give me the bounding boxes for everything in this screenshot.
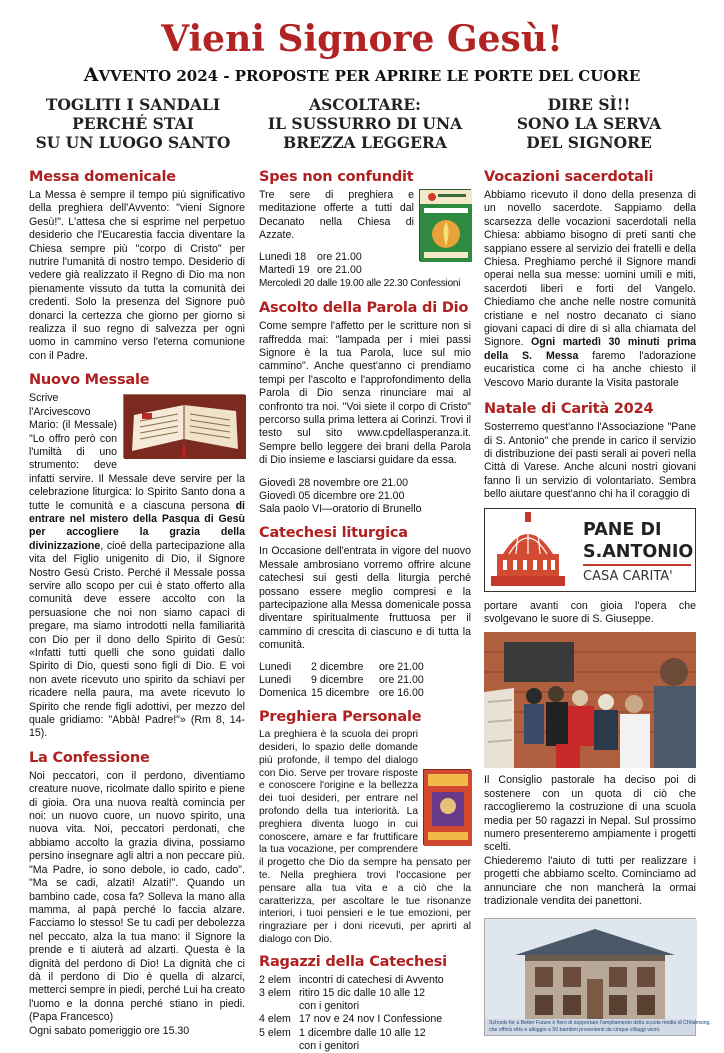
ascolto-schedule: Giovedì 28 novembre ore 21.00 Giovedì 05 dicembre ore 21.00 Sala paolo VI—oratorio di Brunello [259,476,422,516]
section-title-ragazzi: Ragazzi della Catechesi [259,953,447,970]
section-title-spes: Spes non confundit [259,169,414,185]
catechesi-row: Lunedì 2 dicembre ore 21.00 [259,660,424,673]
subtitle-initial: A [83,64,99,86]
catechesi-row: Lunedì 9 dicembre ore 21.00 [259,673,424,686]
ragazzi-row: 2 elem incontri di catechesi di Avvento [259,973,444,986]
preghiera-text: La preghiera è la scuola dei propri desideri, lo spazio delle domande più profonde, il tempo del dialogo con Dio. Serve per trovare risposte e conoscere l'origine e la bellezza dei tuoi desideri, per entrare nel profondo della tua interiorità. La preghiera diventa luogo in cui conoscere, amare e far fruttificare la tua vocazione, per comprendere il progetto che Dio da sempre ha pensato per te. Nella preghiera trovi l'occasione per pensare alla tua vita e a ciò che la caratterizza, per ascoltare le tue risonanze interiori, i tuoi pensieri e le tue emozioni, per ringraziare per i doni ricevuti, per aprirti al dialogo con Dio. [259,729,471,945]
spes-row: Mercoledì 20 dalle 19.00 alle 22.30 Confessioni [259,278,461,290]
section-title-ascolto: Ascolto della Parola di Dio [259,300,469,317]
basilica-logo-icon [487,510,569,590]
messa-text: La Messa è sempre il tempo più significativo della preghiera dell'Avvento: "vieni Signore Gesù!". L'attesa che si esprime nel perpetuo desiderio che l'Eucarestia faccia diventare la Chiesa sempre più "corpo di Cristo" per nutrire l'umanità di nostro tempo. Desiderio di vedere già realizzato il Regno di Dio ma non pienamente vissuto da tutta la comunità dei credenti. Solo la presenza del Signore può donarci la certezza che giorno per giorno si realizza il suo regno di salvezza per ogni uomo in cammino verso l'eterna comunione con il Padre. [29,189,245,362]
ascolto-text: Come sempre l'affetto per le scritture non si raffredda mai: "lampada per i miei passi Signore è la tua Parola, luce sul mio cammino". Anche quest'anno ci prendiamo tempi per l'ascolto e l'approfondimento della Parola di Dio senza rinunciare mai al confronto tra noi. "Voi siete il corpo di Cristo" percorso sulla prima lettera ai Corinzi. Trovi il testo sul sito www.cpdellasperanza.it. Sempre bello leggere dei brani della Parola di Dio insieme e lasciarsi guidare da essa. [259,320,471,467]
pane-santonio-logo [484,508,696,592]
section-title-confessione: La Confessione [29,749,150,766]
natale-text: Sosterremo quest'anno l'Associazione "Pane di S. Antonio" che prende in carico il servizio di distribuzione dei pasti serali ai poveri nella Città di Varese. Anche alcuni nostri giovani fanno lì un servizio di volontariato. Sembra bello aiutare quest'anno chi ha il coraggio di [484,421,696,501]
spes-text: Tre sere di preghiera e meditazione offerte a tutti dal Decanato nella Chiesa di Azzate. [259,189,471,243]
ragazzi-row: 4 elem 17 nov e 24 nov I Confessione [259,1013,443,1026]
catechesi-schedule [259,661,471,701]
section-title-messale: Nuovo Messale [29,372,150,389]
column-heading-2: ASCOLTARE: IL SUSSURRO DI UNA BREZZA LEGGERA [267,95,463,152]
ragazzi-row: 3 elem ritiro 15 dic dalle 10 alle 12 [259,986,426,999]
spes-row: Lunedì 18 ore 21.00 [259,250,362,263]
column-left [29,162,245,1038]
section-title-catechesi: Catechesi liturgica [259,525,408,542]
column-middle [259,162,471,1053]
catechesi-text: In Occasione dell'entrata in vigore del nuovo Messale ambrosiano vorremo offrire alcune catechesi sui gesti della liturgia perché possano essere meglio compresi e la partecipazione alla Messa domenicale possa diventare spiritualmente fruttuosa per il cammino di crescita di ciascuno e di tutta la comunità. [259,545,471,652]
messale-text: Scrive l'Arcivescovo Mario: (il Messale) "Lo offro però con l'umiltà di uno strumento: deve infatti servire. Il Messale deve servire per la celebrazione liturgica: lo Spirito Santo dona a tutte le comunità e a ciascuna persona di entrare nel mistero della Pasqua di Gesù per accogliere la grazia della divinizzazione, cioè della partecipazione alla vita del Figlio unigenito di Dio, il Signore Nostro Gesù Cristo. Perché il Messale possa servire allo scopo per cui è stato offerto alla comunità deve essere accolto con la persuasione che noi non siamo capaci di pregare, ma siamo introdotti nella familiarità con Dio per il dono dello Spirito di Gesù: «Infatti tutti quelli che sono guidati dallo Spirito di Dio, questi sono figli di Dio. E voi non avete ricevuto uno spirito da schiavi per ricadere nella paura, ma avete ricevuto lo Spirito che rende figli adottivi, per mezzo del quale gridiamo: "Abbà! Padre!"» (Rm 8, 14-15). [29,392,245,740]
spes-row: Martedì 19 ore 21.00 [259,263,362,276]
ragazzi-row: 5 elem 1 dicembre dalle 10 alle 12 [259,1026,426,1039]
section-title-natale: Natale di Carità 2024 [484,401,654,418]
section-title-preghiera: Preghiera Personale [259,709,422,726]
confessione-text: Noi peccatori, con il perdono, diventiamo creature nuove, ricolmate dallo spirito e piene di gioia. Ora una nuova realtà comincia per noi: un nuovo cuore, un nuovo spirito, una nuova vita. Noi, peccatori perdonati, che abbiamo accolto la grazia divina, possiamo persino insegnare agli altri a non peccare più. "Ma Padre, io sono debole, io cado, cado". "Ma se cadi, alzati! Alzati!". Quando un bambino cade, cosa fa? Solleva la mano alla mamma, al papà perché lo faccia alzare. Facciamo lo stesso! Se tu cadi per debolezza nel peccato, alza la tua mano: il Signore la prende e ti aiuterà ad alzarti. Questa è la dignità del perdono di Dio! La dignità che ci dà il perdono di Dio è quella di alzarci, metterci sempre in piedi, perché Lui ha creato l'uomo e la donna perché stiano in piedi. (Papa Francesco) [29,769,245,1024]
page-subtitle [0,64,724,86]
column-heading-1: TOGLITI I SANDALI PERCHÉ STAI SU UN LUOGO SANTO [35,95,231,152]
column-right [484,162,711,1036]
vocazioni-text: Abbiamo ricevuto il dono della presenza di un novello sacerdote. Sappiamo della scarsezza delle vocazioni sacerdotali nella Chiesa: abbiamo bisogno di preti santi che sappiano essere al servizio dei fratelli e della Chiesa. Preghiamo perché il Signore mandi operai nella sua messe: uomini umili e miti, sacerdoti liberi e forti del Vangelo. Chiediamo che anche nelle nostre comunità cristiane e nel nostro decanato ci siano giovani capaci di dire di sì alla chiamata del Signore. Ogni martedì 30 minuti prima della S. Messa faremo l'adorazione eucaristica come ci ha anche chiesto il Vescovo Mario durante la Visita pastorale [484,189,697,389]
prayer-book-image [423,769,471,845]
logo-text-top: PANE DI S.ANTONIO [583,519,694,562]
natale-text-2: portare avanti con gioia l'opera che svolgevano le suore di S. Giuseppe. [484,599,696,625]
missal-book-image [123,394,245,458]
natale-text-4: Chiederemo l'aiuto di tutti per realizzare i progetti che abbiamo scelto. Cominciamo ad annunciare che non mancherà la ormai tradizionale vendita dei panettoni. [484,854,696,907]
nepal-school-photo [484,918,711,1036]
column-heading-3: DIRE SÌ!! SONO LA SERVA DEL SIGNORE [516,95,662,152]
nepal-photo-caption: Schools for a Better Future è fiero di supportare l'ampliamento della scuola media di Chhamsing, che offrirà vitto e alloggio a 50 bambini provenienti da cinque villaggi vicini. [489,1020,711,1034]
logo-text-bottom: CASA CARITA' [583,568,673,584]
ragazzi-row: con i genitori [299,1039,360,1052]
volunteers-photo [484,632,696,768]
section-title-vocazioni: Vocazioni sacerdotali [484,169,654,185]
section-title-messa: Messa domenicale [29,169,176,185]
logo-divider [583,564,691,566]
page-title: Vieni Signore Gesù! [161,18,563,60]
ragazzi-schedule [259,974,471,1053]
ragazzi-row: con i genitori [299,1000,360,1013]
subtitle-text: VVENTO 2024 - PROPOSTE PER APRIRE LE PORTE DEL CUORE [98,67,641,85]
catechesi-row: Domenica 15 dicembre ore 16.00 [259,686,424,699]
confessione-footer: Ogni sabato pomeriggio ore 15.30 [29,1024,190,1037]
spes-poster-image [419,189,471,261]
natale-text-3: Il Consiglio pastorale ha deciso poi di sostenere con un quota di ciò che raccoglieremo la costruzione di una scuola media per 50 ragazzi in Nepal. Sul prossimo numero presenteremo ampiamente i progetti scelti. [484,774,696,854]
